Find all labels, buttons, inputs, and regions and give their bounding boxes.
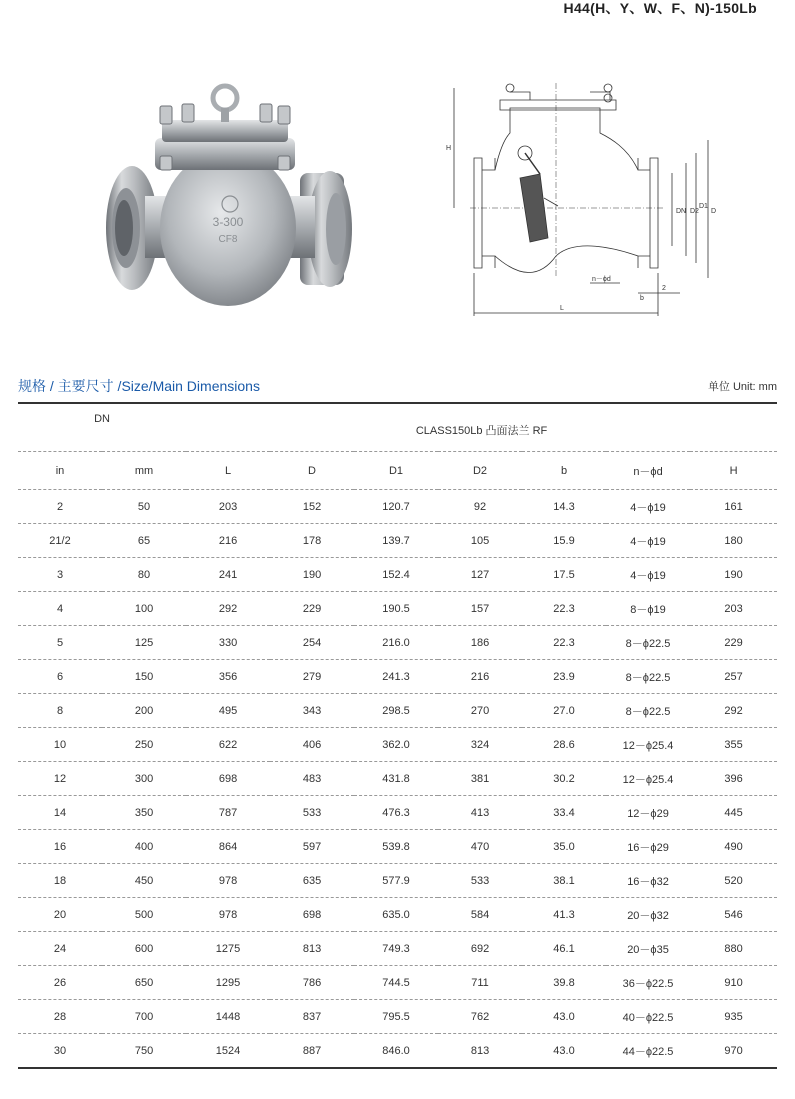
table-cell: 8 (18, 694, 102, 728)
table-cell: 43.0 (522, 1034, 606, 1069)
table-cell: 292 (186, 592, 270, 626)
column-header: n－ϕd (606, 452, 690, 490)
table-cell: 5 (18, 626, 102, 660)
table-cell: 12－ϕ29 (606, 796, 690, 830)
table-cell: 229 (270, 592, 354, 626)
table-cell: 490 (690, 830, 777, 864)
table-cell: 23.9 (522, 660, 606, 694)
table-row (18, 864, 777, 898)
table-cell: 795.5 (354, 1000, 438, 1034)
group-class-header: CLASS150Lb 凸面法兰 RF (186, 405, 777, 452)
table-cell: 120.7 (354, 490, 438, 524)
table-cell: 80 (102, 558, 186, 592)
body-mark-2: CF8 (218, 234, 238, 245)
table-cell: 21/2 (18, 524, 102, 558)
table-cell: 229 (690, 626, 777, 660)
table-cell: 180 (690, 524, 777, 558)
table-cell: 880 (690, 932, 777, 966)
table-cell: 577.9 (354, 864, 438, 898)
table-cell: 470 (438, 830, 522, 864)
table-cell: 762 (438, 1000, 522, 1034)
table-cell: 350 (102, 796, 186, 830)
table-cell: 36－ϕ22.5 (606, 966, 690, 1000)
dim-H-label: H (446, 145, 452, 152)
table-cell: 970 (690, 1034, 777, 1069)
column-header: L (186, 452, 270, 490)
table-cell: 910 (690, 966, 777, 1000)
table-row (18, 626, 777, 660)
table-row (18, 898, 777, 932)
table-cell: 700 (102, 1000, 186, 1034)
table-cell: 1295 (186, 966, 270, 1000)
table-cell: 279 (270, 660, 354, 694)
table-cell: 216 (438, 660, 522, 694)
table-cell: 698 (270, 898, 354, 932)
table-cell: 26 (18, 966, 102, 1000)
table-cell: 650 (102, 966, 186, 1000)
table-row (18, 490, 777, 524)
table-cell: 22.3 (522, 592, 606, 626)
table-cell: 450 (102, 864, 186, 898)
table-cell: 92 (438, 490, 522, 524)
table-cell: 343 (270, 694, 354, 728)
table-group-header (18, 405, 777, 452)
table-row (18, 966, 777, 1000)
dim-D-label: D (711, 208, 717, 215)
table-cell: 298.5 (354, 694, 438, 728)
table-cell: 250 (102, 728, 186, 762)
table-cell: 152.4 (354, 558, 438, 592)
table-cell: 190 (690, 558, 777, 592)
table-cell: 28.6 (522, 728, 606, 762)
table-cell: 635 (270, 864, 354, 898)
table-cell: 20－ϕ35 (606, 932, 690, 966)
table-cell: 18 (18, 864, 102, 898)
table-cell: 17.5 (522, 558, 606, 592)
dim-DN-label: DN (676, 208, 687, 215)
table-cell: 396 (690, 762, 777, 796)
table-row (18, 728, 777, 762)
table-cell: 14.3 (522, 490, 606, 524)
table-cell: 100 (102, 592, 186, 626)
table-row (18, 1000, 777, 1034)
table-cell: 445 (690, 796, 777, 830)
table-cell: 44－ϕ22.5 (606, 1034, 690, 1069)
table-cell: 711 (438, 966, 522, 1000)
table-cell: 14 (18, 796, 102, 830)
table-cell: 20－ϕ32 (606, 898, 690, 932)
table-cell: 413 (438, 796, 522, 830)
table-cell: 1448 (186, 1000, 270, 1034)
dim-L-label: L (560, 305, 564, 312)
table-cell: 406 (270, 728, 354, 762)
table-cell: 356 (186, 660, 270, 694)
table-row (18, 524, 777, 558)
table-cell: 300 (102, 762, 186, 796)
table-cell: 20 (18, 898, 102, 932)
table-cell: 837 (270, 1000, 354, 1034)
table-cell: 622 (186, 728, 270, 762)
column-header: H (690, 452, 777, 490)
table-cell: 698 (186, 762, 270, 796)
table-cell: 139.7 (354, 524, 438, 558)
table-cell: 200 (102, 694, 186, 728)
table-cell: 600 (102, 932, 186, 966)
column-header: D (270, 452, 354, 490)
table-cell: 241 (186, 558, 270, 592)
table-cell: 40－ϕ22.5 (606, 1000, 690, 1034)
unit-label: 单位 Unit: mm (707, 381, 777, 393)
table-cell: 324 (438, 728, 522, 762)
table-row (18, 932, 777, 966)
valve-photo (100, 78, 360, 326)
column-header: D2 (438, 452, 522, 490)
table-cell: 241.3 (354, 660, 438, 694)
body-mark-1: 3-300 (212, 215, 244, 229)
table-cell: 6 (18, 660, 102, 694)
table-cell: 483 (270, 762, 354, 796)
table-cell: 16 (18, 830, 102, 864)
table-cell: 539.8 (354, 830, 438, 864)
table-cell: 190.5 (354, 592, 438, 626)
table-cell: 157 (438, 592, 522, 626)
table-cell: 400 (102, 830, 186, 864)
dimensions-table (18, 405, 777, 1069)
dim-nd-label: n－ϕd (592, 276, 611, 283)
dim-2-label: 2 (662, 285, 666, 292)
table-cell: 864 (186, 830, 270, 864)
table-cell: 476.3 (354, 796, 438, 830)
table-cell: 692 (438, 932, 522, 966)
table-cell: 15.9 (522, 524, 606, 558)
table-cell: 4－ϕ19 (606, 524, 690, 558)
table-cell: 30.2 (522, 762, 606, 796)
table-cell: 203 (186, 490, 270, 524)
model-title: H44(H、Y、W、F、N)-150Lb (563, 0, 757, 16)
table-cell: 8－ϕ19 (606, 592, 690, 626)
dim-D1-label: D1 (699, 203, 708, 210)
table-cell: 39.8 (522, 966, 606, 1000)
table-cell: 127 (438, 558, 522, 592)
table-cell: 4 (18, 592, 102, 626)
table-cell: 28 (18, 1000, 102, 1034)
table-cell: 152 (270, 490, 354, 524)
table-cell: 150 (102, 660, 186, 694)
table-cell: 500 (102, 898, 186, 932)
table-cell: 12－ϕ25.4 (606, 762, 690, 796)
table-cell: 65 (102, 524, 186, 558)
table-cell: 46.1 (522, 932, 606, 966)
dim-b-label: b (640, 295, 644, 302)
table-cell: 431.8 (354, 762, 438, 796)
table-row (18, 1034, 777, 1069)
table-cell: 257 (690, 660, 777, 694)
valve-section-drawing (440, 78, 720, 323)
table-row (18, 762, 777, 796)
table-cell: 597 (270, 830, 354, 864)
table-cell: 978 (186, 898, 270, 932)
section-title: 规格 / 主要尺寸 /Size/Main Dimensions (18, 378, 260, 394)
table-cell: 744.5 (354, 966, 438, 1000)
table-cell: 24 (18, 932, 102, 966)
table-cell: 1275 (186, 932, 270, 966)
table-cell: 203 (690, 592, 777, 626)
dim-D2-label: D2 (690, 208, 699, 215)
table-cell: 186 (438, 626, 522, 660)
table-cell: 190 (270, 558, 354, 592)
table-cell: 43.0 (522, 1000, 606, 1034)
column-header: mm (102, 452, 186, 490)
section-rule (18, 402, 777, 404)
table-row (18, 558, 777, 592)
table-cell: 105 (438, 524, 522, 558)
table-cell: 584 (438, 898, 522, 932)
table-cell: 22.3 (522, 626, 606, 660)
table-cell: 381 (438, 762, 522, 796)
table-cell: 125 (102, 626, 186, 660)
table-cell: 38.1 (522, 864, 606, 898)
table-column-header (18, 452, 777, 490)
table-row (18, 592, 777, 626)
table-row (18, 830, 777, 864)
table-cell: 813 (438, 1034, 522, 1069)
table-cell: 330 (186, 626, 270, 660)
table-cell: 8－ϕ22.5 (606, 660, 690, 694)
table-cell: 161 (690, 490, 777, 524)
table-cell: 546 (690, 898, 777, 932)
table-cell: 254 (270, 626, 354, 660)
table-cell: 41.3 (522, 898, 606, 932)
table-row (18, 660, 777, 694)
table-cell: 270 (438, 694, 522, 728)
table-cell: 355 (690, 728, 777, 762)
table-cell: 533 (270, 796, 354, 830)
table-cell: 749.3 (354, 932, 438, 966)
table-cell: 978 (186, 864, 270, 898)
table-cell: 33.4 (522, 796, 606, 830)
table-cell: 887 (270, 1034, 354, 1069)
group-dn-header: DN (18, 405, 186, 452)
table-cell: 4－ϕ19 (606, 558, 690, 592)
table-cell: 30 (18, 1034, 102, 1069)
table-cell: 16－ϕ32 (606, 864, 690, 898)
table-cell: 1524 (186, 1034, 270, 1069)
table-cell: 362.0 (354, 728, 438, 762)
table-cell: 935 (690, 1000, 777, 1034)
table-cell: 846.0 (354, 1034, 438, 1069)
table-cell: 10 (18, 728, 102, 762)
table-cell: 16－ϕ29 (606, 830, 690, 864)
table-cell: 495 (186, 694, 270, 728)
table-cell: 635.0 (354, 898, 438, 932)
table-cell: 750 (102, 1034, 186, 1069)
table-cell: 27.0 (522, 694, 606, 728)
column-header: b (522, 452, 606, 490)
table-cell: 2 (18, 490, 102, 524)
table-cell: 8－ϕ22.5 (606, 694, 690, 728)
table-row (18, 796, 777, 830)
table-cell: 216.0 (354, 626, 438, 660)
table-cell: 533 (438, 864, 522, 898)
table-row (18, 694, 777, 728)
table-cell: 813 (270, 932, 354, 966)
table-cell: 50 (102, 490, 186, 524)
table-cell: 4－ϕ19 (606, 490, 690, 524)
table-cell: 216 (186, 524, 270, 558)
table-cell: 3 (18, 558, 102, 592)
table-cell: 178 (270, 524, 354, 558)
table-cell: 292 (690, 694, 777, 728)
table-cell: 520 (690, 864, 777, 898)
column-header: in (18, 452, 102, 490)
table-cell: 787 (186, 796, 270, 830)
table-cell: 786 (270, 966, 354, 1000)
column-header: D1 (354, 452, 438, 490)
table-cell: 35.0 (522, 830, 606, 864)
table-cell: 12 (18, 762, 102, 796)
table-cell: 12－ϕ25.4 (606, 728, 690, 762)
table-cell: 8－ϕ22.5 (606, 626, 690, 660)
